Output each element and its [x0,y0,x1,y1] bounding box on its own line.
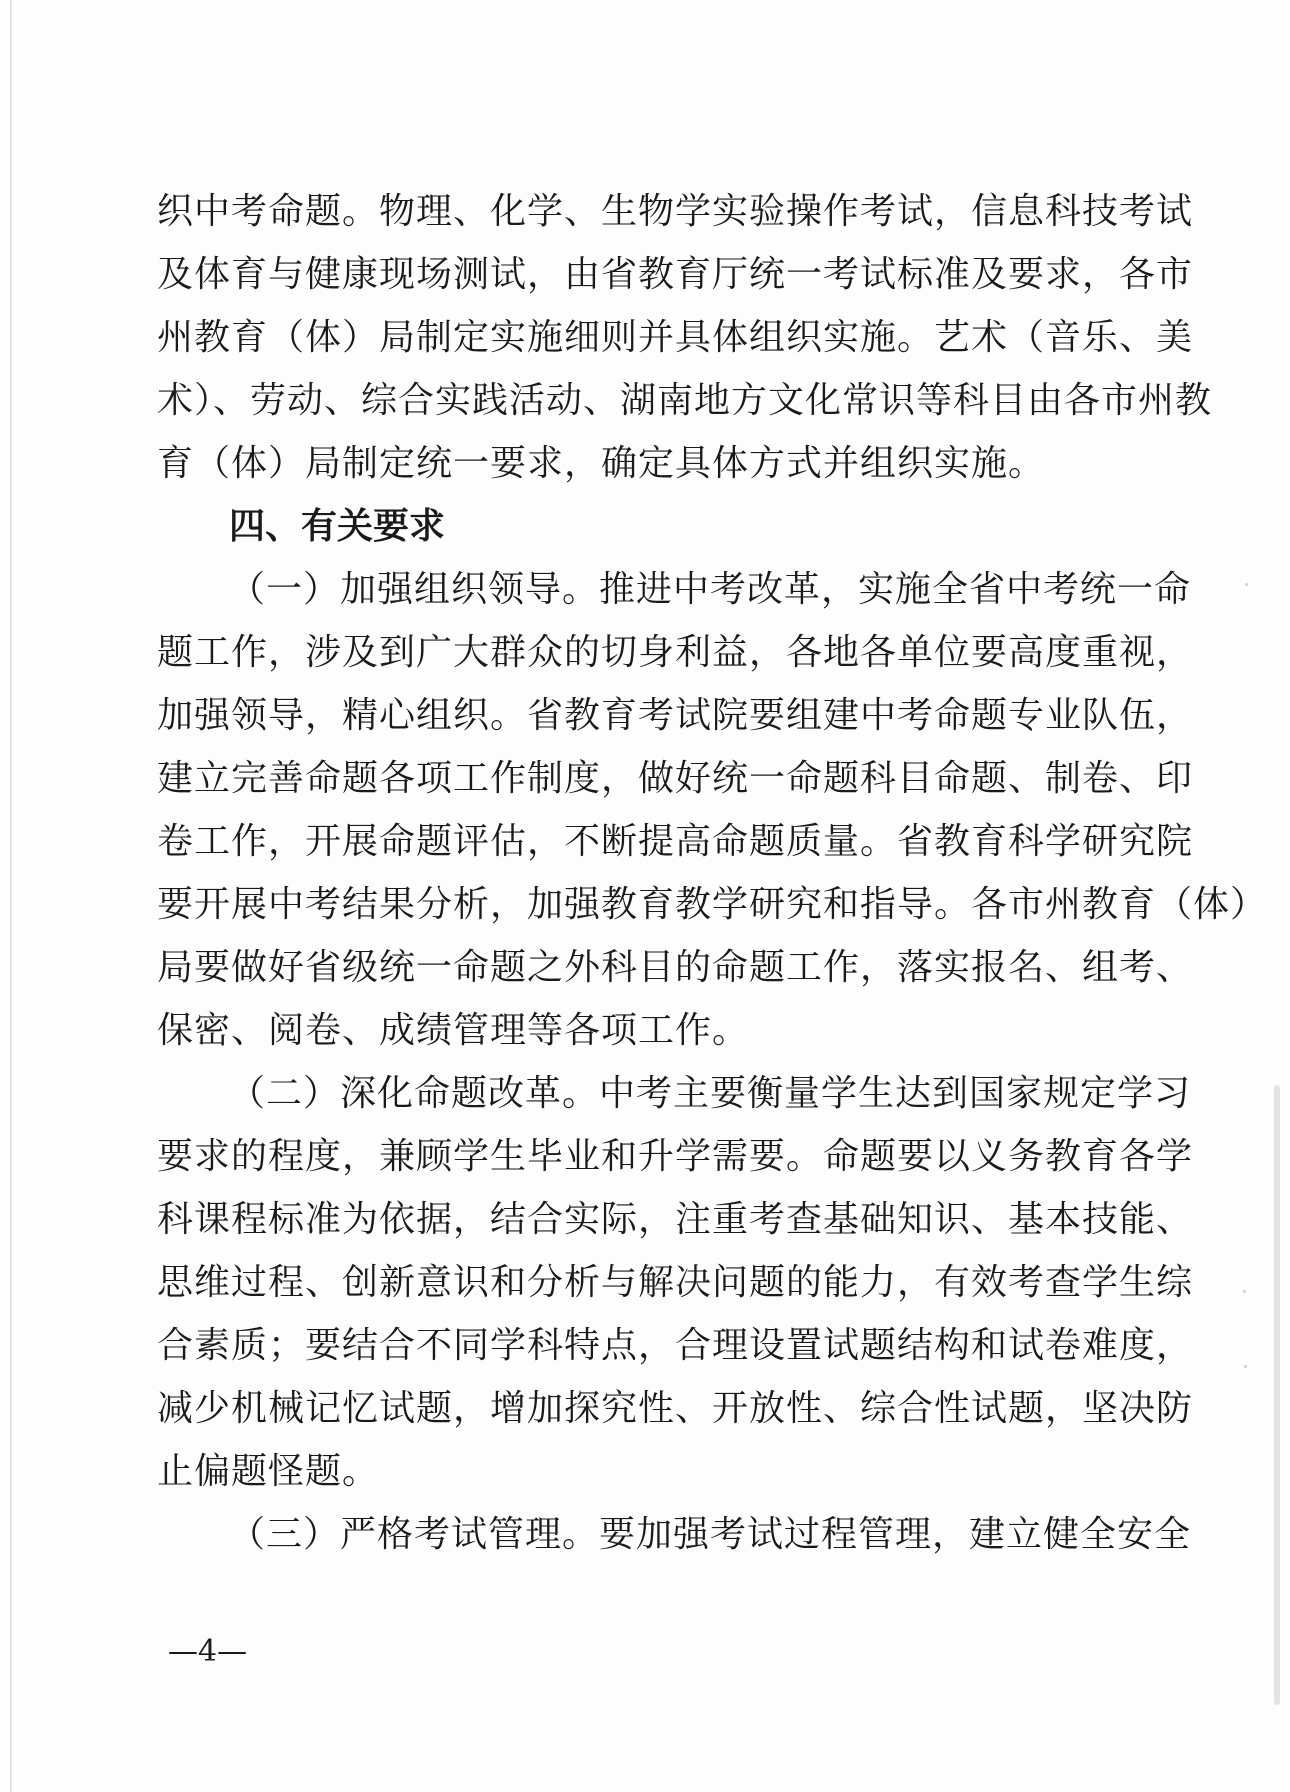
text-line: 保密、阅卷、成绩管理等各项工作。 [157,1010,750,1051]
text-line: 卷工作，开展命题评估，不断提高命题质量。省教育科学研究院 [157,821,1194,862]
page-edge-shadow [10,0,12,1792]
text-line: 要开展中考结果分析，加强教育教学研究和指导。各市州教育（体） [157,884,1268,925]
text-line: 减少机械记忆试题，增加探究性、开放性、综合性试题，坚决防 [157,1388,1194,1429]
page-number: —4— [168,1634,248,1669]
text-line: 术）、劳动、综合实践活动、湖南地方文化常识等科目由各市州教 [157,380,1213,421]
paragraph-first-line: （二）深化命题改革。中考主要衡量学生达到国家规定学习 [229,1073,1192,1114]
text-line: 加强领导，精心组织。省教育考试院要组建中考命题专业队伍， [157,695,1194,736]
paragraph-first-line: （一）加强组织领导。推进中考改革，实施全省中考统一命 [229,569,1192,610]
text-line: 题工作，涉及到广大群众的切身利益，各地各单位要高度重视， [157,632,1194,673]
text-line: 及体育与健康现场测试，由省教育厅统一考试标准及要求，各市 [157,254,1194,295]
text-line: 建立完善命题各项工作制度，做好统一命题科目命题、制卷、印 [157,758,1194,799]
scan-speck [1244,1365,1247,1368]
text-line: 思维过程、创新意识和分析与解决问题的能力，有效考查学生综 [157,1262,1194,1303]
paragraph-first-line: （三）严格考试管理。要加强考试过程管理，建立健全安全 [229,1514,1192,1555]
scrollbar-thumb[interactable] [1274,1085,1280,1705]
document-body [157,180,1268,1566]
text-line: 州教育（体）局制定实施细则并具体组织实施。艺术（音乐、美 [157,317,1194,358]
text-line: 科课程标准为依据，结合实际，注重考查基础知识、基本技能、 [157,1199,1194,1240]
text-line: 局要做好省级统一命题之外科目的命题工作，落实报名、组考、 [157,947,1194,988]
text-line: 织中考命题。物理、化学、生物学实验操作考试，信息科技考试 [157,191,1194,232]
text-line: 要求的程度，兼顾学生毕业和升学需要。命题要以义务教育各学 [157,1136,1194,1177]
scan-speck [1243,1290,1246,1293]
text-line: 止偏题怪题。 [157,1451,380,1492]
scan-speck [1245,583,1248,586]
text-line: 育（体）局制定统一要求，确定具体方式并组织实施。 [157,443,1046,484]
section-heading: 四、有关要求 [229,506,446,547]
text-line: 合素质；要结合不同学科特点，合理设置试题结构和试卷难度， [157,1325,1194,1366]
